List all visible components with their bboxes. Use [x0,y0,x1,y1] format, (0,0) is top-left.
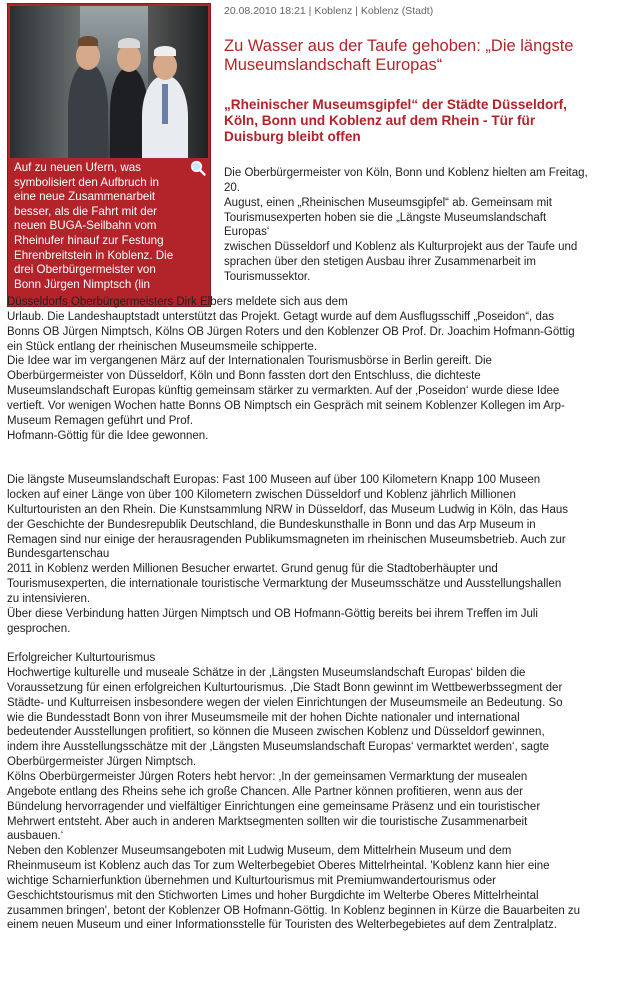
body-line: Tourismusexperten, die internationale touristische Vermarktung der Museumsschätze und Ausstellungshallen [7,578,562,591]
body-line: zu intensivieren. [7,592,91,605]
body-line: Oberbürgermeister von Düsseldorf, Köln und Bonn fassten dort den Entschluss, die dichteste [7,370,481,383]
body-line: Kulturtouristen an den Rhein. Die Kunstsammlung NRW in Düsseldorf, das Museum Ludwig in Köln, das Haus [7,503,569,516]
body-line: indem ihre Ausstellungsschätze mit der ‚Längsten Museumslandschaft Europas‘ vermarktet werden‘, sagte [7,741,550,754]
article-photo-box [7,3,211,307]
body-line: Oberbürgermeister Jürgen Nimptsch. [7,756,197,769]
article-photo[interactable] [10,6,208,158]
body-line: der Geschichte der Bundesrepublik Deutschland, die Bundeskunsthalle in Bonn und das Arp Museum in [7,518,536,531]
city-link[interactable]: Koblenz (Stadt) [360,5,434,17]
body-line: einem neuen Museum und einer Informationsstelle für Touristen des Welterbegebietes auf dem Zentralplatz. [7,919,557,932]
article-headline: Zu Wasser aus der Taufe gehoben: „Die längste Museumslandschaft Europas“ [224,37,574,74]
body-line: Voraussetzung für einen erfolgreichen Kulturtourismus. ‚Die Stadt Bonn gewinnt im Wettbewerbssegment der [7,681,563,694]
body-line: Neben den Koblenzer Museumsangeboten mit Ludwig Museum, dem Mittelrhein Museum und dem [7,845,512,858]
body-line: ausbauen.‘ [7,830,64,843]
body-line: Bündelung hervorragender und vielfältiger Einrichtungen eine gemeinsame Präsenz und ein touristischer [7,800,541,813]
body-line: Hochwertige kulturelle und museale Schätze in der ‚Längsten Museumslandschaft Europas‘ bilden die [7,667,526,680]
body-line: Die Idee war im vergangenen März auf der Internationalen Tourismusbörse in Berlin gereift. Die [7,355,492,368]
body-line: Mehrwert entsteht. Aber auch in anderen Marktsegmenten sollten wir die touristische Zusammenarbeit [7,815,528,828]
body-line: Remagen sind nur einige der herausragenden Publikumsmagneten im rheinischen Museumsbetrieb. Auch zur [7,533,566,546]
body-line: Bundesgartenschau [7,548,110,561]
blank-line [7,443,621,458]
body-line: bedeutender Ausstellungen profitiert, so können die Museen zwischen Koblenz und Düsseldorf gewinnen, [7,726,545,739]
article-subheadline: „Rheinischer Museumsgipfel“ der Städte Düsseldorf, Köln, Bonn und Koblenz auf dem Rhein - Tür für Duisburg bleibt offen [224,97,567,144]
body-line: Städte- und Kulturreisen insbesondere wegen der vielen Einrichtungen der Museumsmeile an Bedeutung. So [7,696,563,709]
body-line: Bonns OB Jürgen Nimptsch, Kölns OB Jürgen Roters und den Koblenzer OB Prof. Dr. Joachim Hofmann-Göttig [7,325,575,338]
magnifier-icon[interactable] [190,160,206,176]
region-link[interactable]: Koblenz [314,5,353,17]
body-line: ein Stück entlang der rheinischen Museumsmeile schipperte. [7,340,318,353]
body-line: wichtige Scharnierfunktion übernehmen und Kulturtourismus mit Premiumwandertourismus oder [7,874,496,887]
body-line: Urlaub. Die Landeshauptstadt unterstützt das Projekt. Getagt wurde auf dem Ausflugsschiff „Poseidon“, das [7,310,554,323]
body-line: vertieft. Vor wenigen Wochen hatte Bonns OB Nimptsch ein Gespräch mit seinem Koblenzer Kollegen im Arp- [7,399,565,412]
article-meta: 20.08.2010 18:21 | Koblenz | Koblenz (Stadt) [224,5,434,17]
body-line: Über diese Verbindung hatten Jürgen Nimptsch und OB Hofmann-Göttig bereits bei ihrem Treffen im Juli [7,607,538,620]
article-lead: Die Oberbürgermeister von Köln, Bonn und Koblenz hielten am Freitag, 20. August, einen „Rheinischen Museumsgipfel“ ab. Gemeinsam mit Tourismusexperten hoben sie die „Längste Museumslandschaft Europas‘ zwischen Düsseldorf und Koblenz als Kulturprojekt aus der Taufe und sprachen über den stetigen Ausbau ihrer Zusammenarbeit im Tourismussektor. [224,167,588,283]
body-line: 2011 in Koblenz werden Millionen Besucher erwartet. Grund genug für die Stadtoberhäupter und [7,563,498,576]
blank-line [7,458,621,473]
photo-caption: Auf zu neuen Ufern, was symbolisiert den Aufbruch in eine neue Zusammenarbeit besser, als die Fahrt mit der neuen BUGA-Seilbahn vom Rheinufer hinauf zur Festung Ehrenbreitstein in Koblenz. Die drei Oberbürgermeister von Bonn Jürgen Nimptsch (lin [14,161,174,291]
body-line: wie die Bundesstadt Bonn von ihrer Museumsmeile mit der hohen Dichte nationaler und international [7,711,520,724]
article-body [7,295,621,933]
article-date: 20.08.2010 18:21 [224,5,306,17]
body-line: Die längste Museumslandschaft Europas: Fast 100 Museen auf über 100 Kilometern Knapp 100 Museen [7,474,541,487]
body-line: locken auf einer Länge von über 100 Kilometern zwischen Düsseldorf und Koblenz jährlich Millionen [7,488,516,501]
body-line: Museumslandschaft Europas künftig gemeinsam stärker zu vermarkten. Auf der ‚Poseidon‘ wurde diese Idee [7,385,560,398]
body-line: Düsseldorfs Oberbürgermeisters Dirk Elbers meldete sich aus dem [7,296,348,308]
body-line: Museum Remagen geführt und Prof. [7,414,194,427]
body-line: Rheinmuseum ist Koblenz auch das Tor zum Welterbegebiet Oberes Mittelrheintal. 'Koblenz kann hier eine [7,860,550,873]
body-line: gesprochen. [7,622,71,635]
body-line: zusammen bringen', betont der Koblenzer OB Hofmann-Göttig. In Koblenz beginnen in Kürze die Bauarbeiten zu [7,904,581,917]
body-line: Kölns Oberbürgermeister Jürgen Roters hebt hervor: ‚In der gemeinsamen Vermarktung der musealen [7,771,528,783]
blank-line [7,636,621,651]
body-line: Geschichtstourismus mit den Stichworten Limes und hoher Burgdichte im Welterbe Oberes Mittelrheintal [7,889,539,902]
body-line: Erfolgreicher Kulturtourismus [7,652,156,665]
body-line: Hofmann-Göttig für die Idee gewonnen. [7,429,209,442]
body-line: Angebote entlang des Rheins sehe ich große Chancen. Alle Partner können profitieren, wenn aus der [7,785,523,798]
